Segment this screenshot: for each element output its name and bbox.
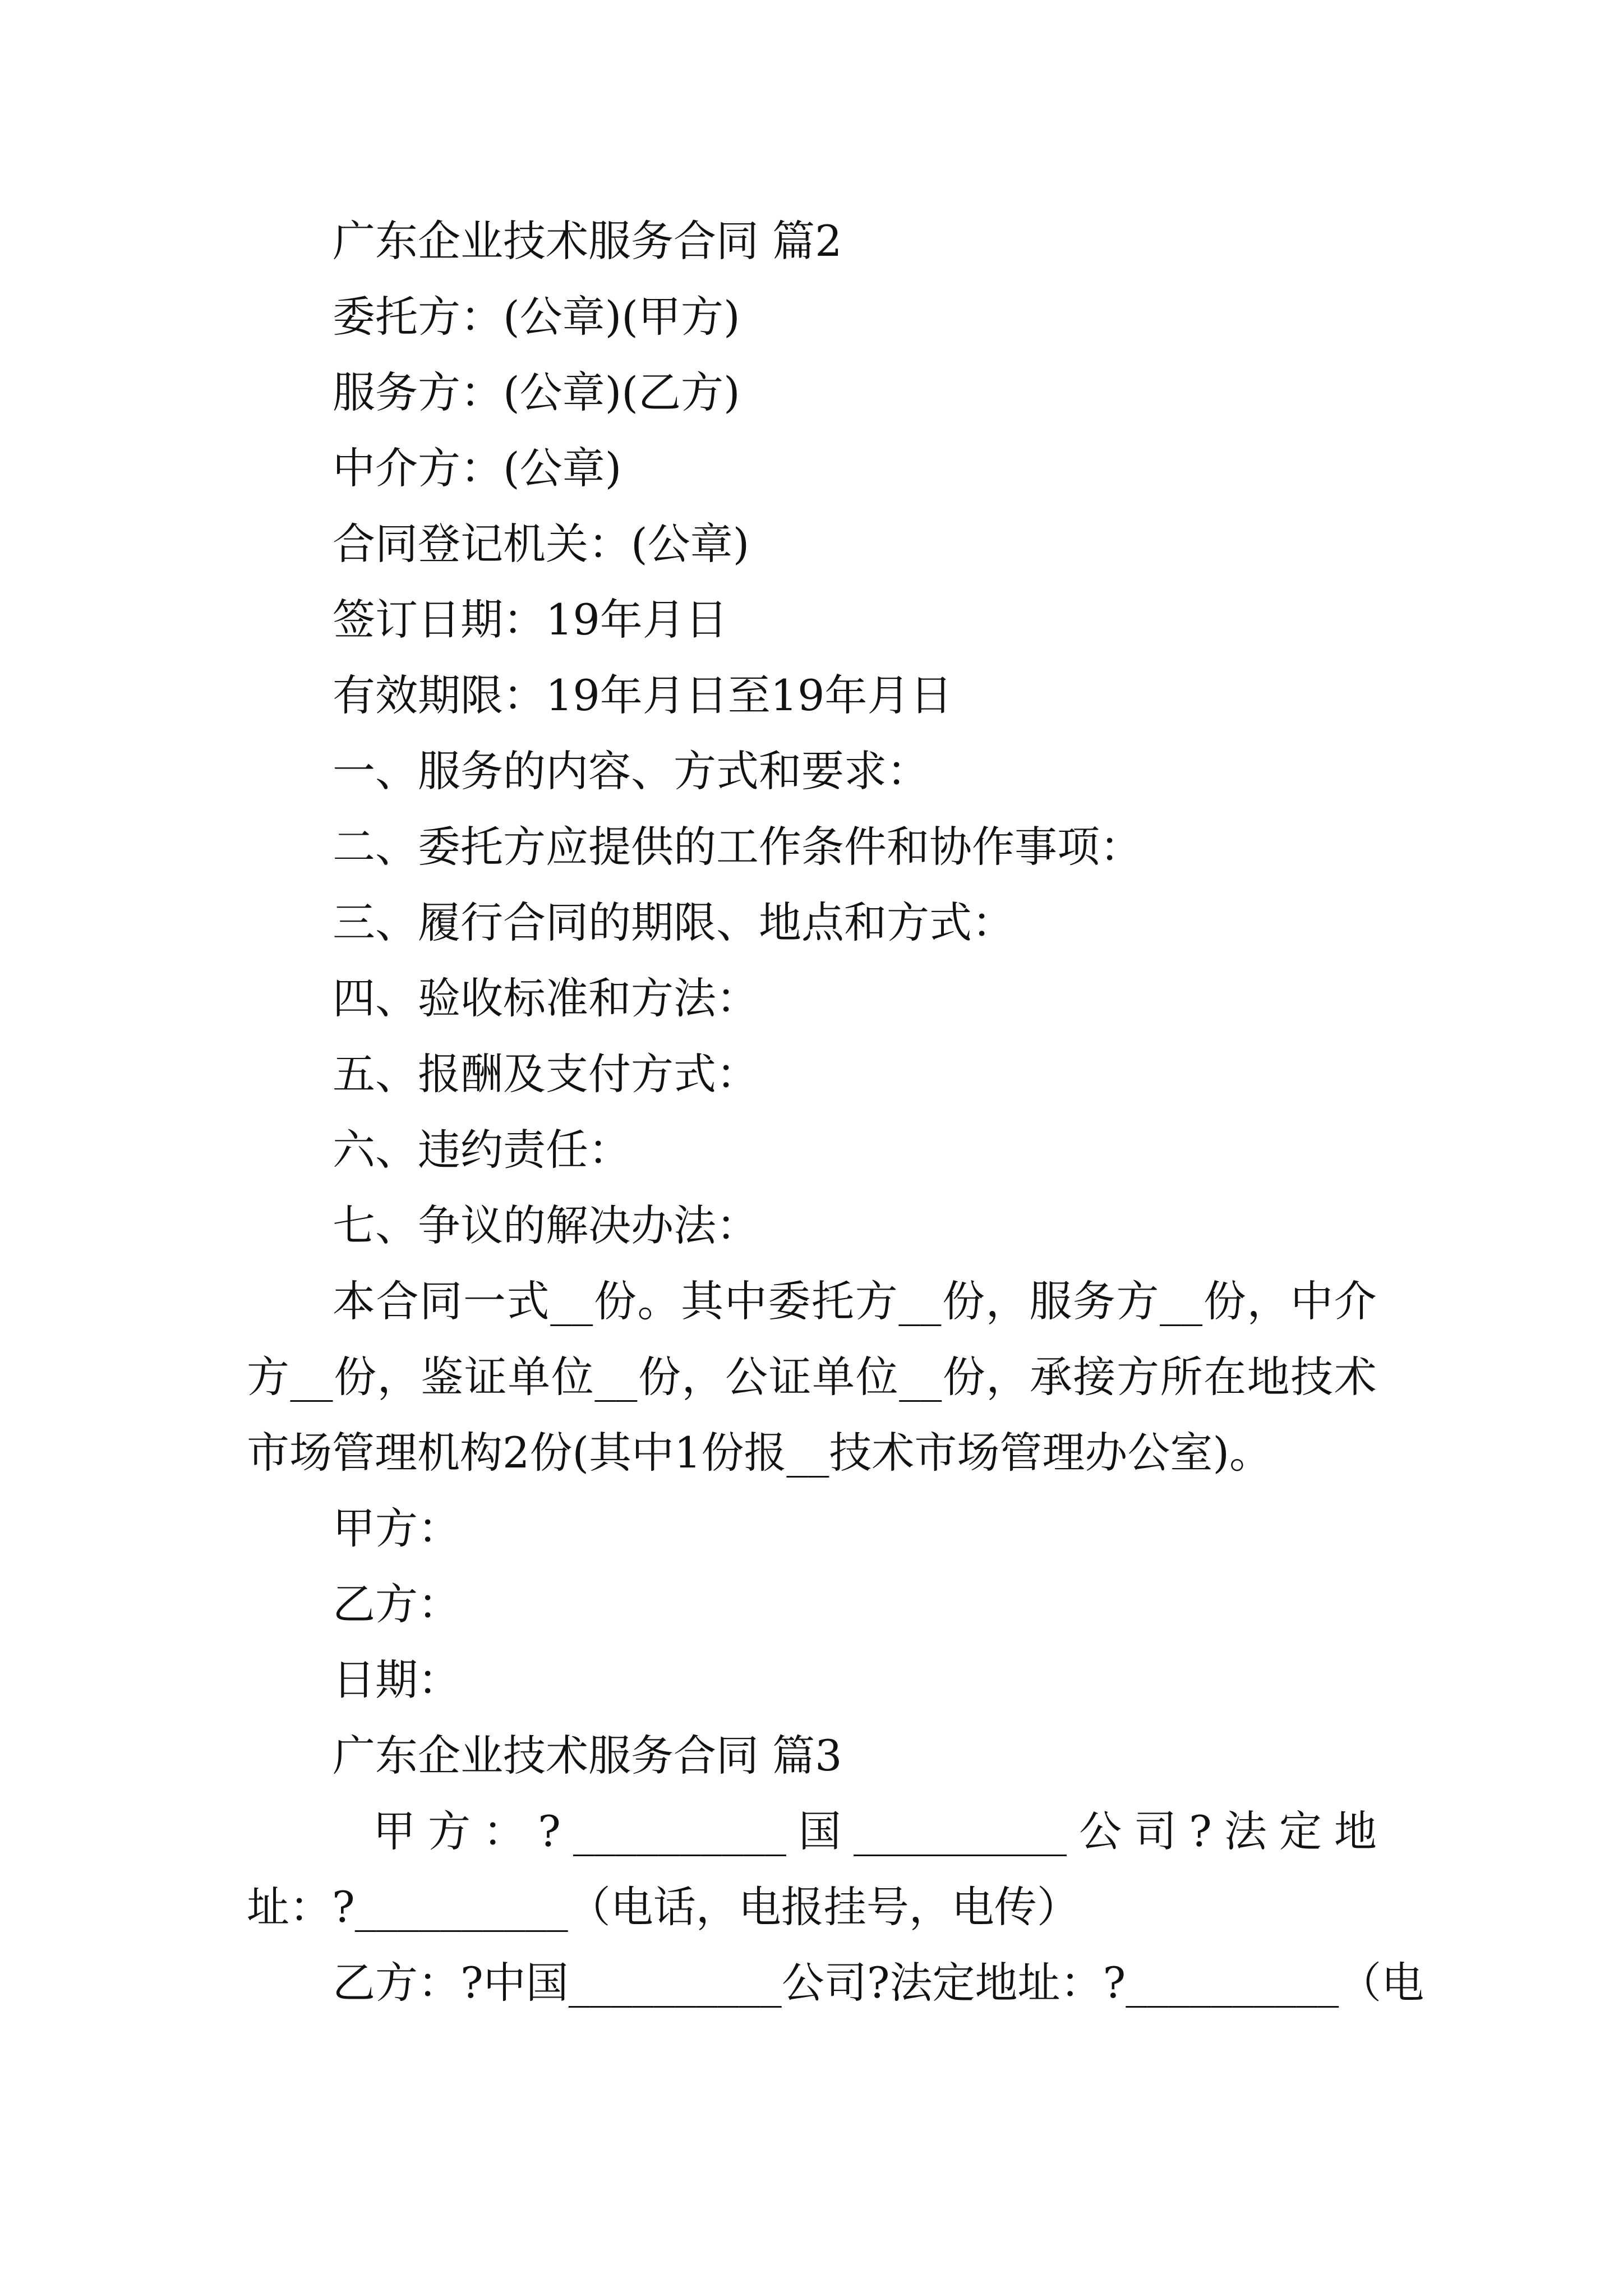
text-token: 本 [333, 1276, 375, 1326]
text-token: 方 [247, 1352, 289, 1402]
clause-6: 六、违约责任： [333, 1125, 631, 1175]
text-token: 式 [506, 1276, 550, 1326]
text-token: 。 [637, 1276, 680, 1326]
text-token: 定 [1279, 1806, 1322, 1856]
section-3-party-a-line-1 [373, 1806, 1377, 1857]
text-token: __ [899, 1352, 942, 1402]
text-token: ， [1247, 1276, 1290, 1326]
text-token: 份 [593, 1276, 637, 1326]
text-token: 介 [1334, 1276, 1377, 1326]
text-token: 地 [1247, 1352, 1290, 1402]
text-token: 鉴 [421, 1352, 464, 1402]
clause-1: 一、服务的内容、方式和要求： [333, 746, 929, 796]
text-token: 方 [428, 1806, 471, 1856]
text-token: 司 [1134, 1806, 1177, 1856]
clause-5: 五、报酬及支付方式： [333, 1049, 759, 1099]
text-token: 方 [855, 1276, 898, 1326]
text-token: 同 [419, 1276, 463, 1326]
text-token: 地 [1334, 1806, 1377, 1856]
intermediary-party-line: 中介方：(公章) [333, 443, 622, 493]
text-token: 务 [1072, 1276, 1115, 1326]
text-token: 位 [855, 1352, 898, 1402]
section-3-title: 广东企业技术服务合同 篇3 [333, 1731, 842, 1780]
text-token: 接 [1073, 1352, 1116, 1402]
text-token: 甲 [373, 1806, 416, 1856]
text-token: 份 [334, 1352, 377, 1402]
text-token: __ [898, 1276, 942, 1326]
text-token: 委 [768, 1276, 811, 1326]
text-token: 份 [1203, 1276, 1246, 1326]
text-token: 证 [768, 1352, 811, 1402]
text-token: 服 [1029, 1276, 1072, 1326]
text-token: 托 [811, 1276, 855, 1326]
copies-paragraph-line-1 [333, 1276, 1377, 1327]
text-token: 其 [681, 1276, 724, 1326]
text-token: 在 [1204, 1352, 1247, 1402]
text-token: ， [985, 1276, 1029, 1326]
text-token: 所 [1160, 1352, 1203, 1402]
text-token: 技 [1290, 1352, 1334, 1402]
text-token: 公 [725, 1352, 768, 1402]
validity-period-line: 有效期限：19年月日至19年月日 [333, 670, 953, 720]
client-party-line: 委托方：(公章)(甲方) [333, 292, 740, 342]
text-token: ， [986, 1352, 1029, 1402]
text-token: 单 [812, 1352, 855, 1402]
service-party-line: 服务方：(公章)(乙方) [333, 367, 740, 417]
text-token: __ [594, 1352, 638, 1402]
text-token: ? [538, 1806, 561, 1856]
registration-authority-line: 合同登记机关：(公章) [333, 519, 750, 569]
signature-party-a: 甲方： [333, 1503, 460, 1553]
text-token: 证 [464, 1352, 507, 1402]
text-token: ： [483, 1806, 526, 1856]
text-token: __________ [573, 1806, 786, 1856]
copies-paragraph-line-3: 市场管理机构2份(其中1份报__技术市场管理办公室)。 [247, 1428, 1272, 1478]
text-token: 合 [376, 1276, 419, 1326]
text-token: __ [550, 1276, 593, 1326]
text-token: ? [1189, 1806, 1212, 1856]
clause-7: 七、争议的解决办法： [333, 1200, 759, 1250]
text-token: 一 [463, 1276, 506, 1326]
text-token: （电 [1339, 1958, 1424, 2008]
signature-date: 日期： [333, 1655, 460, 1705]
text-token: 公 [1078, 1806, 1122, 1856]
section-3-party-a-line-2: 址：?__________（电话，电报挂号，电传） [247, 1882, 1080, 1932]
text-token: 乙方：?中国__________公司?法定地址：?__________ [333, 1958, 1339, 2008]
text-token: ， [377, 1352, 420, 1402]
text-token: 方 [1116, 1352, 1159, 1402]
text-token: 份 [942, 1352, 985, 1402]
clause-3: 三、履行合同的期限、地点和方式： [333, 898, 1015, 947]
text-token: 中 [724, 1276, 767, 1326]
text-token: 份 [638, 1352, 681, 1402]
text-token: 承 [1029, 1352, 1072, 1402]
text-token: 国 [798, 1806, 841, 1856]
section-2-title: 广东企业技术服务合同 篇2 [333, 216, 842, 266]
signature-party-b: 乙方： [333, 1579, 460, 1629]
signing-date-line: 签订日期：19年月日 [333, 595, 728, 645]
text-token: __________ [853, 1806, 1067, 1856]
text-token: 中 [1290, 1276, 1334, 1326]
clause-2: 二、委托方应提供的工作条件和协作事项： [333, 822, 1142, 872]
text-token: __ [290, 1352, 333, 1402]
text-token: 术 [1334, 1352, 1377, 1402]
text-token: 份 [942, 1276, 985, 1326]
text-token: __ [1160, 1276, 1203, 1326]
text-token: 单 [508, 1352, 551, 1402]
text-token: 位 [551, 1352, 594, 1402]
copies-paragraph-line-2 [247, 1352, 1377, 1402]
section-3-party-b-line-1 [333, 1958, 1424, 2008]
clause-4: 四、验收标准和方法： [333, 973, 759, 1023]
text-token: ， [681, 1352, 725, 1402]
text-token: 方 [1116, 1276, 1159, 1326]
text-token: 法 [1224, 1806, 1267, 1856]
